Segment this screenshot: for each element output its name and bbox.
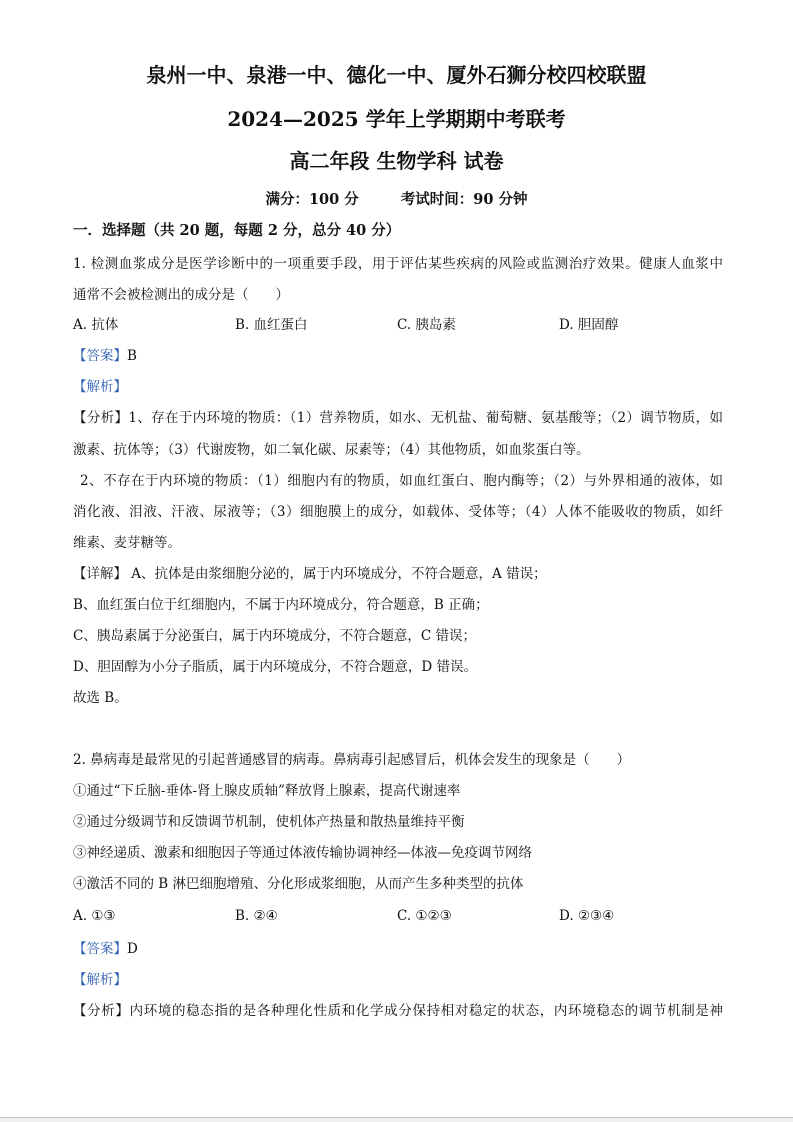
q1-detail-line3: C、胰岛素属于分泌蛋白，属于内环境成分，不符合题意，C 错误； [73,628,476,644]
q1-fenxi-line5: 维素、麦芽糖等。 [73,535,181,551]
q1-fenxi-line1: 【分析】1、存在于内环境的物质：（1）营养物质，如水、无机盐、葡萄糖、氨基酸等；（2）调节物质，如 [73,410,723,426]
q1-detail-line1: 【详解】 A、抗体是由浆细胞分泌的，属于内环境成分，不符合题意，A 错误； [73,566,547,582]
q1-fenxi-line2: 激素、抗体等；（3）代谢废物，如二氧化碳、尿素等；（4）其他物质，如血浆蛋白等。 [73,442,590,458]
q1-fenxi-line4: 消化液、泪液、汗液、尿液等；（3）细胞膜上的成分，如载体、受体等；（4）人体不能吸收的物质，如纤 [73,504,723,520]
q2-analysis-label: 【解析】 [73,972,127,988]
answer-label: 【答案】 [73,941,127,957]
section-heading-choice: 一．选择题（共 20 题，每题 2 分，总分 40 分） [73,222,401,239]
exam-time: 考试时间：90 分钟 [400,191,528,208]
q1-fenxi-line3: 2、不存在于内环境的物质：（1）细胞内有的物质，如血红蛋白、胞内酶等；（2）与外界相通的液体，如 [80,473,723,489]
q1-option-c: C. 胰岛素 [397,317,456,333]
q1-stem-line2: 通常不会被检测出的成分是（ ） [73,287,289,303]
q2-stem: 2. 鼻病毒是最常见的引起普通感冒的病毒。鼻病毒引起感冒后，机体会发生的现象是（ ） [73,752,631,768]
answer-value: D [127,941,138,957]
q1-option-b: B. 血红蛋白 [235,317,308,333]
q2-option-c: C. ①②③ [397,908,452,924]
q1-answer [73,346,137,366]
exam-meta [0,190,793,210]
q1-option-d: D. 胆固醇 [559,317,619,333]
q1-stem-line1: 1. 检测血浆成分是医学诊断中的一项重要手段，用于评估某些疾病的风险或监测治疗效果。健康人血浆中 [73,256,723,272]
q2-answer [73,939,138,959]
q1-detail-line2: B、血红蛋白位于红细胞内，不属于内环境成分，符合题意，B 正确； [73,597,489,613]
full-score: 满分：100 分 [265,191,359,208]
q2-item-2: ②通过分级调节和反馈调节机制，使机体产热量和散热量维持平衡 [73,814,465,830]
exam-title-term: 2024—2025 学年上学期期中考联考 [227,107,566,131]
q1-option-a: A. 抗体 [73,317,119,333]
q2-item-4: ④激活不同的 B 淋巴细胞增殖、分化形成浆细胞，从而产生多种类型的抗体 [73,876,524,892]
q2-item-1: ①通过“下丘脑-垂体-肾上腺皮质轴”释放肾上腺素，提高代谢速率 [73,783,461,799]
page-bottom-bar [0,1118,793,1122]
q1-detail-line4: D、胆固醇为小分子脂质，属于内环境成分，不符合题意，D 错误。 [73,659,477,675]
answer-value: B [127,348,137,364]
q2-option-d: D. ②③④ [559,908,615,924]
q2-option-a: A. ①③ [73,908,116,924]
answer-label: 【答案】 [73,348,127,364]
exam-title-subject: 高二年段 生物学科 试卷 [289,149,504,173]
q1-analysis-label: 【解析】 [73,379,127,395]
q2-item-3: ③神经递质、激素和细胞因子等通过体液传输协调神经—体液—免疫调节网络 [73,845,532,861]
q2-option-b: B. ②④ [235,908,278,924]
exam-title-schools: 泉州一中、泉港一中、德化一中、厦外石狮分校四校联盟 [146,63,647,87]
q2-fenxi-line1: 【分析】内环境的稳态指的是各种理化性质和化学成分保持相对稳定的状态，内环境稳态的调节机制是神 [73,1003,723,1019]
q1-detail-line5: 故选 B。 [73,690,128,706]
